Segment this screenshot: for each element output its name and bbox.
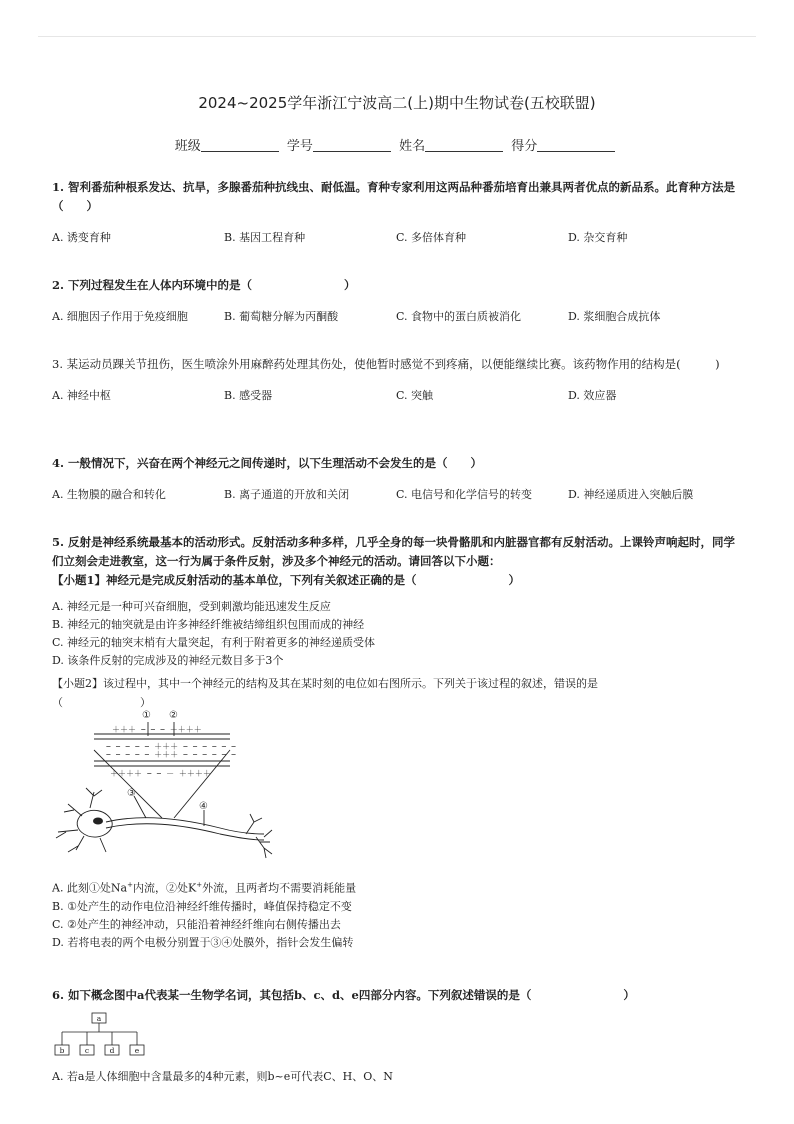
label-1: ① [142, 710, 151, 721]
option-a[interactable]: A. 神经中枢 [52, 389, 111, 402]
node-b: b [59, 1046, 65, 1055]
option-d[interactable]: D. 若将电表的两个电极分别置于③④处膜外，指针会发生偏转 [52, 935, 354, 949]
name-blank[interactable] [425, 138, 503, 152]
question-5-sub2-paren: （ ） [52, 696, 151, 709]
node-c: c [84, 1046, 90, 1055]
option-d[interactable]: D. 杂交育种 [568, 231, 628, 244]
option-a[interactable]: A. 生物膜的融合和转化 [52, 488, 166, 501]
question-2 [52, 276, 742, 326]
question-2-options [52, 307, 742, 326]
option-d[interactable]: D. 该条件反射的完成涉及的神经元数目多于3个 [52, 654, 284, 667]
question-5-sub2-stem: 【小题2】该过程中，其中一个神经元的结构及其在某时刻的电位如右图所示。下列关于该过程的叙述，错误的是 [52, 677, 598, 690]
outer-charge-row: − − − − − ＋＋＋ − − − − − − [106, 742, 236, 751]
question-1-stem: 1. 智利番茄种根系发达、抗旱，多腺番茄种抗线虫、耐低温。育种专家利用这两品种番茄培育出兼具两者优点的新品系。此育种方法是（ ） [52, 180, 736, 213]
question-6 [52, 986, 742, 1005]
question-3 [52, 355, 742, 405]
bottom-charge-row: ＋＋＋＋ − − － ＋＋＋＋ [110, 769, 211, 778]
top-charge-row: ＋＋＋ − − − ＋＋＋＋ [112, 725, 202, 734]
inner-charge-row: − − − − − ＋＋＋ − − − − − − [106, 750, 236, 759]
option-c[interactable]: C. 多倍体育种 [396, 231, 467, 244]
name-label: 姓名 [399, 139, 426, 154]
option-a[interactable]: A. 若a是人体细胞中含量最多的4种元素，则b~e可代表C、H、O、N [52, 1070, 393, 1083]
option-c[interactable]: C. 食物中的蛋白质被消化 [396, 310, 522, 323]
node-a: a [96, 1014, 102, 1023]
label-2: ② [169, 710, 178, 721]
question-4-stem: 4. 一般情况下，兴奋在两个神经元之间传递时，以下生理活动不会发生的是（ ） [52, 456, 483, 470]
id-label: 学号 [286, 139, 313, 154]
option-b[interactable]: B. 感受器 [224, 389, 273, 402]
option-c[interactable]: C. 突触 [396, 389, 434, 402]
question-3-options [52, 386, 742, 405]
class-label: 班级 [174, 139, 201, 154]
node-d: d [109, 1046, 115, 1055]
option-d[interactable]: D. 浆细胞合成抗体 [568, 310, 661, 323]
question-6-options [52, 1068, 742, 1086]
option-d[interactable]: D. 神经递质进入突触后膜 [568, 488, 694, 501]
question-6-stem: 6. 如下概念图中a代表某一生物学名词，其包括b、c、d、e四部分内容。下列叙述错误的是（ ） [52, 988, 635, 1002]
label-4: ④ [199, 801, 208, 812]
question-5-sub1-options [52, 598, 742, 670]
question-3-stem: 3. 某运动员踝关节扭伤，医生喷涂外用麻醉药处理其伤处，使他暂时感觉不到疼痛，以便能继续比赛。该药物作用的结构是( ) [52, 357, 720, 371]
option-b[interactable]: B. 离子通道的开放和关闭 [224, 488, 350, 501]
top-divider [38, 36, 756, 37]
concept-diagram [52, 1012, 152, 1058]
student-info-row [0, 135, 794, 154]
option-a[interactable]: A. 诱变育种 [52, 231, 111, 244]
question-5 [52, 533, 742, 670]
question-4-options [52, 485, 742, 504]
question-5-sub2-options [52, 876, 742, 952]
option-d[interactable]: D. 效应器 [568, 389, 617, 402]
id-blank[interactable] [313, 138, 391, 152]
option-c[interactable]: C. ②处产生的神经冲动，只能沿着神经纤维向右侧传播出去 [52, 917, 341, 931]
option-a[interactable]: A. 细胞因子作用于免疫细胞 [52, 310, 188, 323]
option-a[interactable]: A. 此刻①处Na+内流，②处K+外流，且两者均不需要消耗能量 [52, 881, 357, 895]
score-blank[interactable] [537, 138, 615, 152]
option-b[interactable]: B. 基因工程育种 [224, 231, 306, 244]
question-5-stem: 5. 反射是神经系统最基本的活动形式。反射活动多种多样，几乎全身的每一块骨骼肌和内脏器官都有反射活动。上课铃声响起时，同学们立刻会走进教室，这一行为属于条件反射，涉及多个神经元的活动。请回答以下小题： [52, 535, 736, 568]
neuron-figure [50, 706, 280, 866]
label-3: ③ [127, 788, 136, 799]
option-b[interactable]: B. 神经元的轴突就是由许多神经纤维被结缔组织包围而成的神经 [52, 618, 365, 631]
question-1 [52, 178, 742, 247]
option-b[interactable]: B. 葡萄糖分解为丙酮酸 [224, 310, 339, 323]
option-c[interactable]: C. 神经元的轴突末梢有大量突起，有利于附着更多的神经递质受体 [52, 636, 376, 649]
question-2-stem: 2. 下列过程发生在人体内环境中的是（ ） [52, 278, 356, 292]
question-4 [52, 454, 742, 504]
class-blank[interactable] [201, 138, 279, 152]
question-5-sub1-stem: 【小题1】神经元是完成反射活动的基本单位，下列有关叙述正确的是（ ） [52, 573, 520, 587]
page-title: 2024~2025学年浙江宁波高二(上)期中生物试卷(五校联盟) [198, 94, 596, 112]
score-label: 得分 [511, 139, 538, 154]
option-c[interactable]: C. 电信号和化学信号的转变 [396, 488, 533, 501]
question-1-options [52, 228, 742, 247]
node-e: e [134, 1046, 140, 1055]
option-b[interactable]: B. ①处产生的动作电位沿神经纤维传播时，峰值保持稳定不变 [52, 899, 352, 913]
option-a[interactable]: A. 神经元是一种可兴奋细胞，受到刺激均能迅速发生反应 [52, 600, 331, 613]
